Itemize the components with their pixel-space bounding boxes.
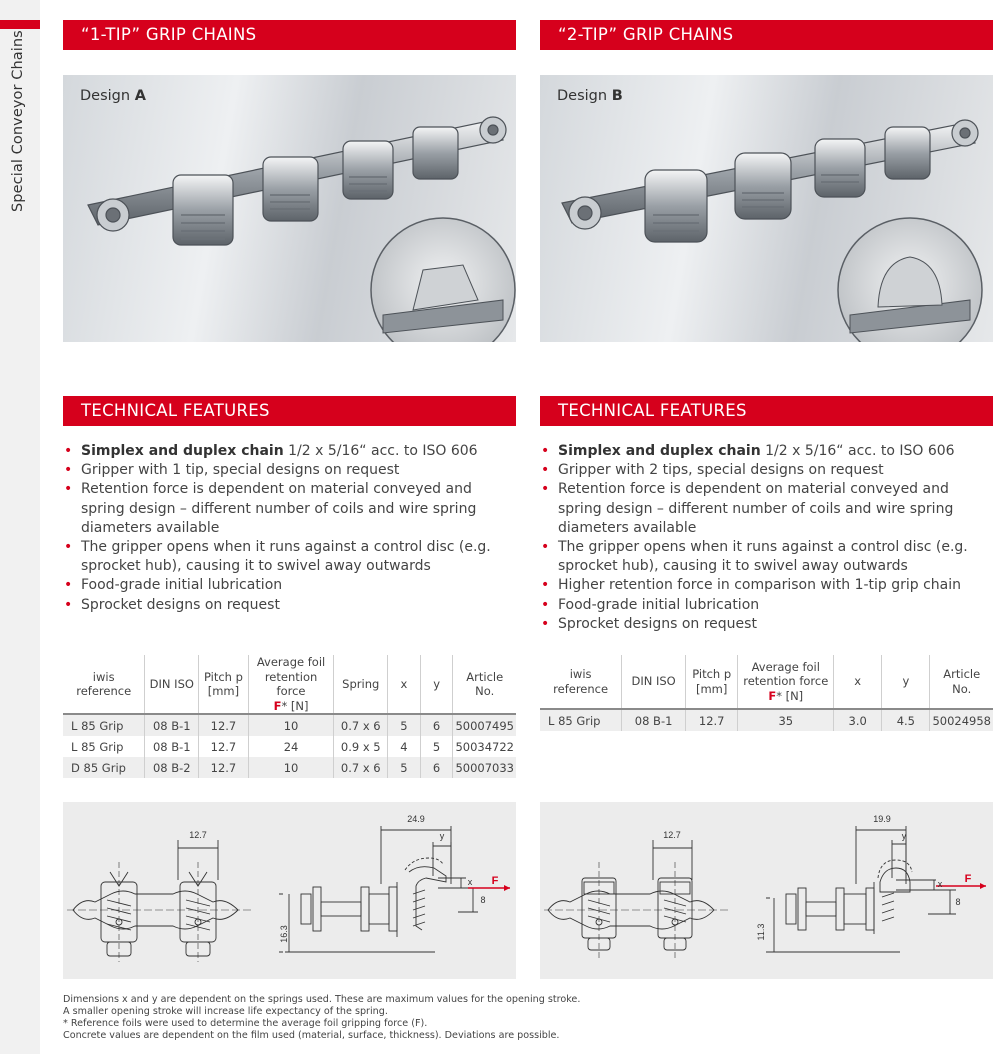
cell-din: 08 B-2 — [145, 757, 199, 778]
col-x: x — [388, 655, 421, 714]
feature-item: • Higher retention force in comparison with 1-tip grip chain — [540, 576, 995, 595]
cell-din: 08 B-1 — [622, 709, 686, 731]
col-pitch: Pitch p [mm] — [685, 655, 737, 709]
feature-item: • Food-grade initial lubrication — [63, 576, 518, 595]
table-header-row — [63, 655, 516, 714]
cell-article: 50034722 — [453, 736, 516, 757]
cell-pitch: 12.7 — [199, 736, 248, 757]
sidebar — [0, 0, 40, 1054]
table-header-row — [540, 655, 993, 709]
technical-drawing-1tip — [63, 802, 516, 979]
feature-item: • Sprocket designs on request — [63, 596, 518, 615]
dim-x: x — [467, 877, 473, 887]
cell-force: 10 — [248, 714, 334, 736]
design-label-a: Design A — [80, 88, 146, 104]
table-row — [63, 714, 516, 736]
sidebar-label: Special Conveyor Chains — [10, 30, 26, 212]
cell-ref: D 85 Grip — [63, 757, 145, 778]
chain-illustration-b — [540, 75, 993, 342]
feature-item: • Retention force is dependent on material conveyed and spring design – different number of coils and wire spring diameters available — [540, 480, 995, 538]
col-din: DIN ISO — [145, 655, 199, 714]
spec-table-2tip — [540, 655, 993, 731]
dim-width: 24.9 — [407, 814, 425, 824]
section-title-1tip: “1-TIP” GRIP CHAINS — [63, 20, 516, 50]
feature-item: • The gripper opens when it runs against a control disc (e.g. sprocket hub), causing it to swivel away outwards — [540, 538, 995, 576]
cell-ref: L 85 Grip — [71, 739, 124, 754]
cell-article: 50024958 — [930, 709, 993, 731]
cell-spring: 0.9 x 5 — [334, 736, 388, 757]
table-row — [63, 736, 516, 757]
cell-din: 08 B-1 — [145, 736, 199, 757]
dim-pitch: 12.7 — [189, 830, 207, 840]
feature-item: • Food-grade initial lubrication — [540, 596, 995, 615]
product-photo-design-a — [63, 75, 516, 342]
footnotes — [63, 994, 623, 1042]
col-article: Article No. — [930, 655, 993, 709]
technical-drawing-2tip — [540, 802, 993, 979]
col-ref: iwis reference — [553, 667, 609, 696]
dim-height: 16.3 — [279, 925, 289, 943]
dim-8: 8 — [955, 897, 961, 907]
drawing-svg-2tip — [540, 802, 993, 979]
cell-article: 50007495 — [453, 714, 516, 736]
footnote-line: * Reference foils were used to determine the average foil gripping force (F). — [63, 1018, 428, 1030]
dim-y: y — [901, 831, 907, 841]
cell-din: 08 B-1 — [145, 714, 199, 736]
feature-item: • Simplex and duplex chain 1/2 x 5/16“ acc. to ISO 606 — [63, 442, 518, 461]
product-photo-design-b — [540, 75, 993, 342]
drawing-svg-1tip — [63, 802, 516, 979]
dim-height: 11.3 — [756, 923, 766, 941]
table-row — [540, 709, 993, 731]
col-y: y — [420, 655, 453, 714]
feature-item: • The gripper opens when it runs against a control disc (e.g. sprocket hub), causing it to swivel away outwards — [63, 538, 518, 576]
cell-pitch: 12.7 — [199, 714, 248, 736]
cell-y: 5 — [420, 736, 453, 757]
cell-x: 5 — [388, 757, 421, 778]
cell-x: 5 — [388, 714, 421, 736]
dim-pitch: 12.7 — [663, 830, 681, 840]
cell-spring: 0.7 x 6 — [334, 757, 388, 778]
cell-x: 3.0 — [834, 709, 882, 731]
dim-width: 19.9 — [873, 814, 891, 824]
cell-x: 4 — [388, 736, 421, 757]
cell-y: 6 — [420, 714, 453, 736]
cell-force: 24 — [248, 736, 334, 757]
dim-8: 8 — [480, 895, 486, 905]
dim-force: F — [964, 873, 972, 885]
dim-x: x — [937, 879, 943, 889]
table-row — [63, 757, 516, 778]
dim-y: y — [439, 831, 445, 841]
col-article: Article No. — [453, 655, 516, 714]
footnote-line: Dimensions x and y are dependent on the springs used. These are maximum values for the opening stroke. — [63, 994, 581, 1005]
cell-ref: L 85 Grip — [63, 714, 145, 736]
col-y: y — [882, 655, 930, 709]
feature-item: • Gripper with 1 tip, special designs on request — [63, 461, 518, 480]
cell-spring: 0.7 x 6 — [334, 714, 388, 736]
cell-pitch: 12.7 — [199, 757, 248, 778]
features-heading-right: TECHNICAL FEATURES — [540, 396, 993, 426]
feature-item: • Sprocket designs on request — [540, 615, 995, 634]
feature-item: • Gripper with 2 tips, special designs on request — [540, 461, 995, 480]
cell-y: 6 — [420, 757, 453, 778]
chain-illustration-a — [63, 75, 516, 342]
features-heading-left: TECHNICAL FEATURES — [63, 396, 516, 426]
col-ref: iwis reference — [76, 669, 132, 698]
cell-force: 10 — [248, 757, 334, 778]
feature-item: • Simplex and duplex chain 1/2 x 5/16“ acc. to ISO 606 — [540, 442, 995, 461]
col-force: Average foil retention force F* [N] — [738, 655, 834, 709]
features-list-right — [540, 442, 995, 634]
design-label-b: Design B — [557, 88, 623, 104]
feature-item: • Retention force is dependent on material conveyed and spring design – different number of coils and wire spring diameters available — [63, 480, 518, 538]
cell-article: 50007033 — [453, 757, 516, 778]
footnote-line: Concrete values are dependent on the film used (material, surface, thickness). Deviations are possible. — [63, 1030, 560, 1042]
col-force: Average foil retention force F* [N] — [248, 655, 334, 714]
col-pitch: Pitch p [mm] — [199, 655, 248, 714]
cell-y: 4.5 — [882, 709, 930, 731]
footnote-line: A smaller opening stroke will increase life expectancy of the spring. — [63, 1006, 388, 1018]
cell-ref: L 85 Grip — [540, 709, 622, 731]
cell-pitch: 12.7 — [685, 709, 737, 731]
col-spring: Spring — [334, 655, 388, 714]
col-din: DIN ISO — [622, 655, 686, 709]
col-x: x — [834, 655, 882, 709]
dim-force: F — [491, 875, 499, 887]
spec-table-1tip — [63, 655, 516, 778]
cell-force: 35 — [738, 709, 834, 731]
features-list-left — [63, 442, 518, 615]
sidebar-accent — [0, 20, 40, 29]
section-title-2tip: “2-TIP” GRIP CHAINS — [540, 20, 993, 50]
